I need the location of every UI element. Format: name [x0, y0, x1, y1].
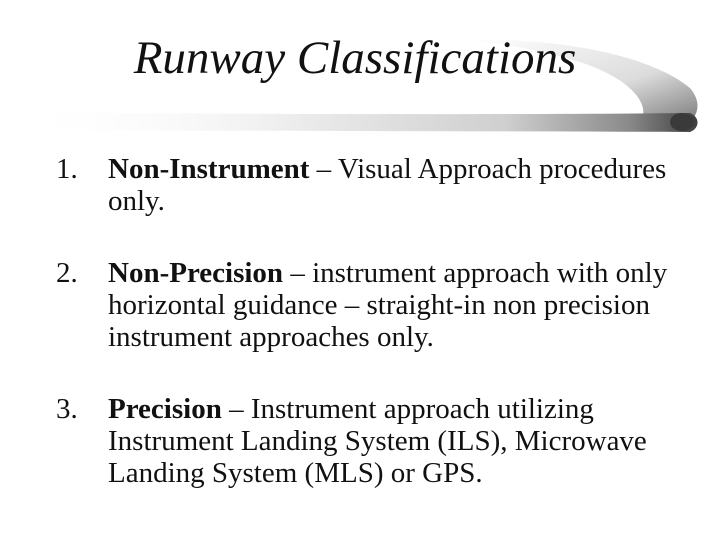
swoosh-band-shape — [13, 112, 698, 132]
list-item — [56, 153, 706, 217]
list-item — [56, 257, 706, 353]
classification-list — [56, 153, 706, 489]
slide-title: Runway Classifications — [133, 32, 577, 84]
item-description: – Visual Approach procedures only. — [108, 153, 667, 217]
list-item — [56, 393, 706, 489]
item-number: 2. — [56, 257, 78, 289]
item-description: – instrument approach with only horizontal guidance – straight-in non precision instrument approaches only. — [108, 257, 668, 353]
item-body — [108, 393, 706, 489]
item-number: 3. — [56, 393, 78, 425]
item-number: 1. — [56, 153, 78, 185]
item-description: – Instrument approach utilizing Instrument Landing System (ILS), Microwave Landing System (MLS) or GPS. — [108, 393, 647, 489]
item-term: Non-Precision — [108, 257, 284, 289]
item-body — [108, 153, 706, 217]
item-body — [108, 257, 706, 353]
item-term: Precision — [108, 393, 222, 425]
item-term: Non-Instrument — [108, 153, 310, 185]
swoosh-tip-shape — [670, 113, 694, 131]
